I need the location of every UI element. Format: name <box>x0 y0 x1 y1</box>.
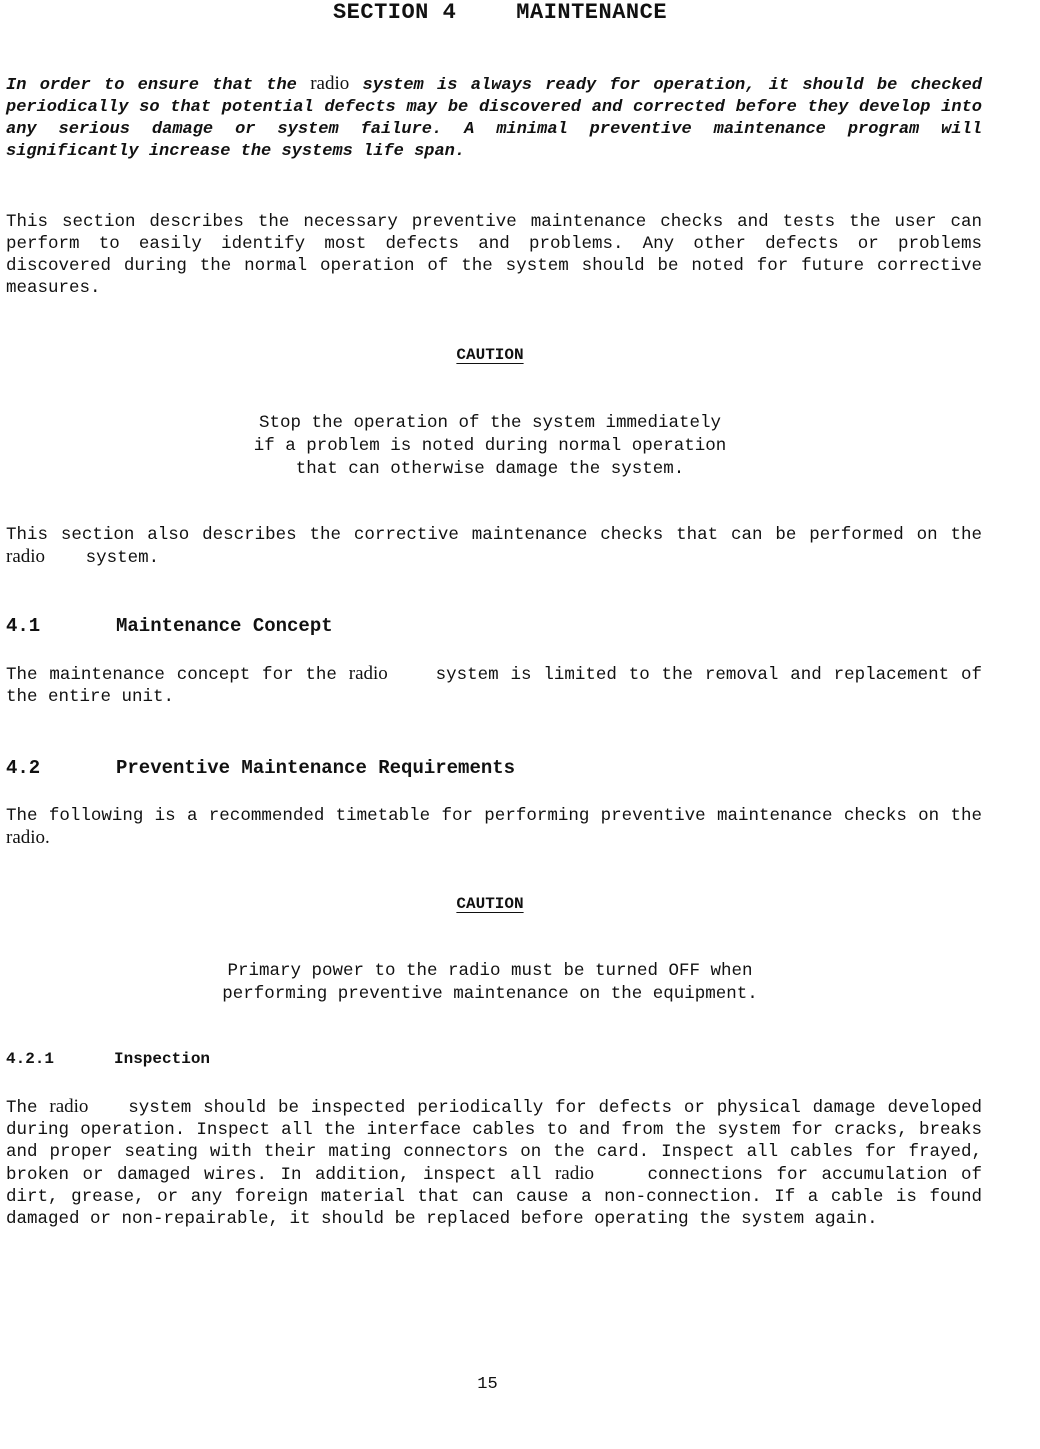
intro-text-rest: system is always ready for operation, it should be checked periodically so that potential defects may be discovered and corrected before they develop into any serious damage or system failure. A minimal preventive maintenance program will significantly increase the systems life span. <box>6 76 983 161</box>
intro-paragraph <box>6 73 982 163</box>
caution-1-line-3: that can otherwise damage the system. <box>295 459 685 479</box>
requirements-text: The following is a recommended timetable for performing preventive maintenance checks on the <box>6 806 982 826</box>
inspection-radio-word-2: radio <box>554 1163 594 1184</box>
heading-4-2-1 <box>6 1050 210 1068</box>
section-title <box>0 0 1000 25</box>
inspection-paragraph <box>6 1096 982 1230</box>
concept-text: The maintenance concept for the <box>6 665 337 685</box>
section-heading: MAINTENANCE <box>516 0 668 25</box>
inspection-text: system should be inspected periodically for defects or physical damage developed during operation. Inspect all the interface cables to and from the system for cracks, breaks and proper seating with their mating connectors on the card. Inspect all cables for frayed, broken or damaged wires. In addition, inspect all <box>6 1098 982 1185</box>
requirements-radio-word: radio. <box>6 827 50 848</box>
page-number: 15 <box>477 1375 498 1394</box>
caution-text-2 <box>0 960 980 1006</box>
caution-1-line-1: Stop the operation of the system immediately <box>258 413 722 433</box>
requirements-paragraph <box>6 805 982 850</box>
concept-radio-word: radio <box>348 663 388 684</box>
corrective-radio-word: radio <box>6 546 46 567</box>
caution-label-2: CAUTION <box>456 895 524 913</box>
heading-4-2-1-title: Inspection <box>114 1050 211 1068</box>
heading-4-2-title: Preventive Maintenance Requirements <box>116 757 516 779</box>
caution-heading-2 <box>0 895 980 913</box>
intro-text-start: In order to ensure that the <box>6 76 297 95</box>
description-paragraph: This section describes the necessary preventive maintenance checks and tests the user can perform to easily identify most defects and problems. Any other defects or problems discovered during the normal operation of the system should be noted for future corrective measures. <box>6 212 982 298</box>
heading-4-1-number: 4.1 <box>6 615 41 637</box>
inspection-radio-word-1: radio <box>49 1096 89 1117</box>
heading-4-1 <box>6 615 333 637</box>
concept-text-end: system is limited to the removal and replacement of the entire unit. <box>6 665 982 707</box>
corrective-text-end: system. <box>85 548 160 568</box>
inspection-lead: The <box>6 1098 38 1118</box>
caution-2-line-1: Primary power to the radio must be turned OFF when <box>227 961 753 981</box>
heading-4-2-1-number: 4.2.1 <box>6 1050 55 1068</box>
heading-4-1-title: Maintenance Concept <box>116 615 333 637</box>
intro-radio-word: radio <box>310 73 350 94</box>
section-number: SECTION 4 <box>332 0 457 25</box>
caution-1-line-2: if a problem is noted during normal operation <box>253 436 727 456</box>
inspection-text-end: connections for accumulation of dirt, grease, or any foreign material that can cause a non-connection. If a cable is found damaged or non-repairable, it should be replaced before operating the system again. <box>6 1165 982 1229</box>
caution-text-1 <box>0 412 980 481</box>
caution-2-line-2: performing preventive maintenance on the equipment. <box>222 984 758 1004</box>
caution-heading-1 <box>0 346 980 364</box>
caution-label-1: CAUTION <box>456 346 524 364</box>
heading-4-2 <box>6 757 515 779</box>
heading-4-2-number: 4.2 <box>6 757 41 779</box>
corrective-text: This section also describes the corrective maintenance checks that can be performed on the <box>6 525 982 545</box>
concept-paragraph <box>6 663 982 708</box>
corrective-paragraph <box>6 524 982 569</box>
